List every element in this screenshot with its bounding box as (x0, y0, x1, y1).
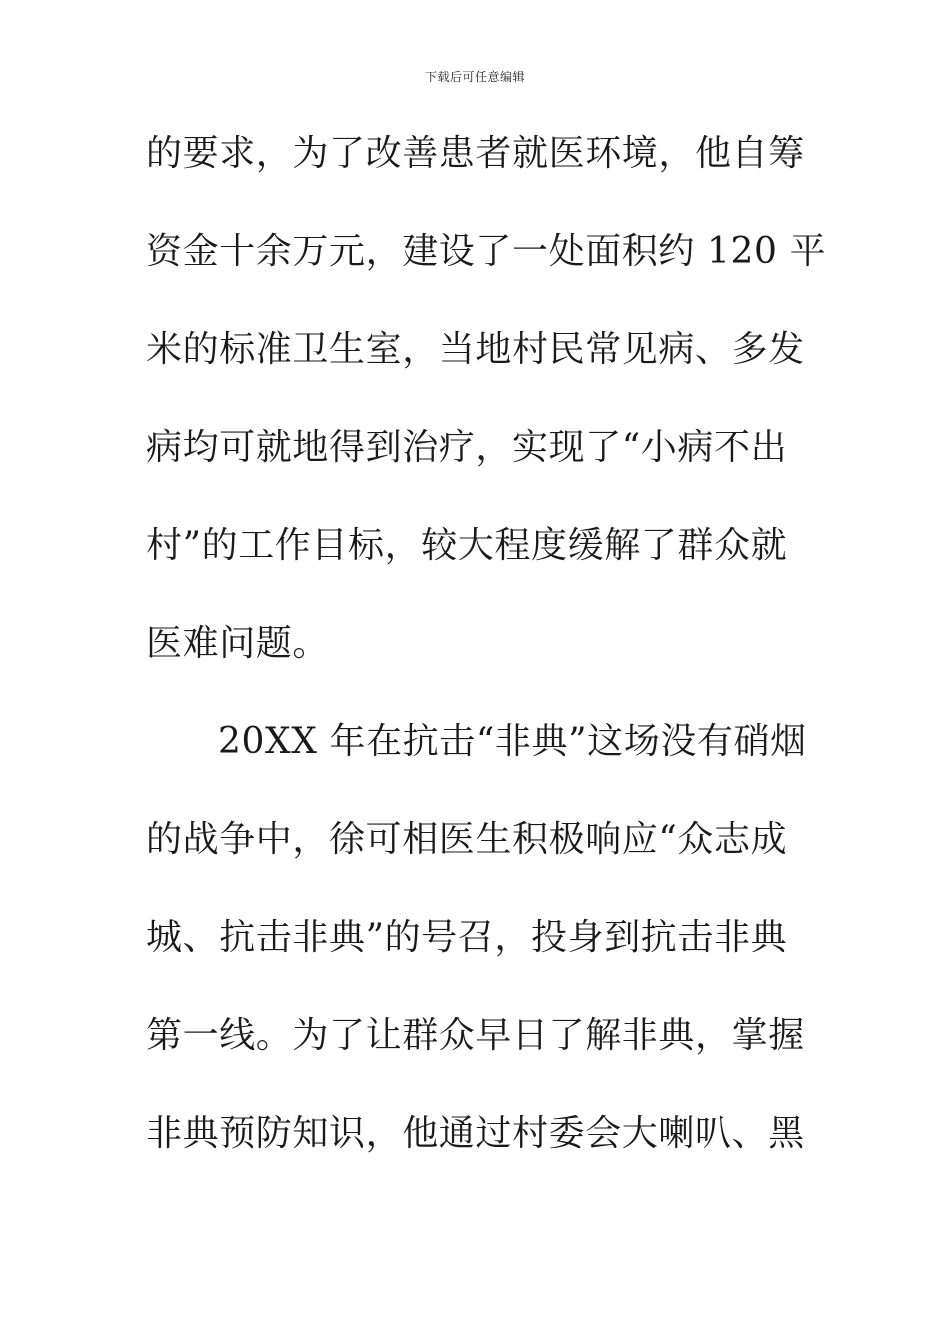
text-line: 医难问题。 (146, 623, 330, 664)
text-line: 村”的工作目标，较大程度缓解了群众就 (146, 525, 788, 566)
text-line: 米的标准卫生室，当地村民常见病、多发 (146, 329, 805, 370)
text-line: 病均可就地得到治疗，实现了“小病不出 (146, 427, 788, 468)
header-note: 下载后可任意编辑 (424, 70, 525, 84)
paragraph-2 (146, 713, 811, 1203)
paragraph-1 (146, 125, 827, 713)
text-line: 的要求，为了改善患者就医环境，他自筹 (146, 133, 805, 174)
text-line: 非典预防知识，他通过村委会大喇叭、黑 (146, 1113, 805, 1154)
text-line: 资金十余万元，建设了一处面积约 120 平 (146, 231, 827, 272)
text-line: 城、抗击非典”的号召，投身到抗击非典 (146, 917, 788, 958)
text-line: 第一线。为了让群众早日了解非典，掌握 (146, 1015, 805, 1056)
body-text (146, 125, 827, 1203)
text-line: 20XX 年在抗击“非典”这场没有硝烟 (218, 721, 807, 762)
text-line: 的战争中，徐可相医生积极响应“众志成 (146, 819, 788, 860)
